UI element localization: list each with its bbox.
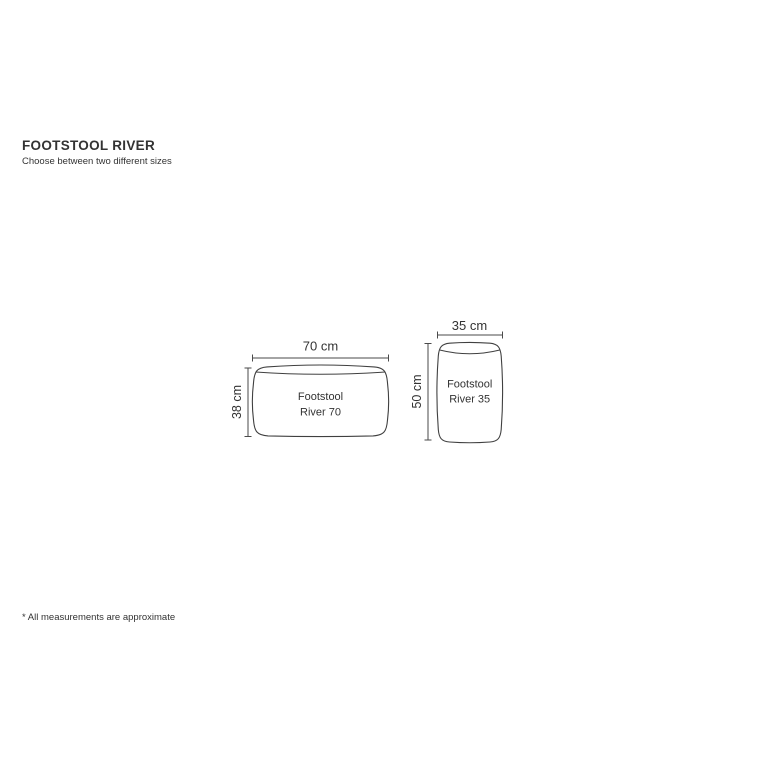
footstool-70-height-label: 38 cm — [230, 384, 244, 420]
footstool-35-top-seam — [440, 350, 500, 354]
footstool-35-height-label: 50 cm — [410, 374, 424, 409]
footstool-70-width-label: 70 cm — [302, 338, 339, 354]
page-title: FOOTSTOOL RIVER — [22, 138, 156, 153]
page-subtitle: Choose between two different sizes — [22, 156, 172, 167]
footstool-35-name-line2: River 35 — [449, 393, 491, 406]
footstool-70-name-line1: Footstool — [297, 391, 344, 403]
footstool-35-width-label: 35 cm — [451, 318, 488, 333]
footstool-70-name-line2: River 70 — [300, 406, 341, 419]
footstool-35-height-dimension-line — [425, 344, 432, 441]
footstool-70-top-seam — [256, 372, 386, 374]
footstool-70-width-dimension-line — [253, 355, 389, 362]
footstool-35-name-line1: Footstool — [447, 378, 493, 391]
footstool-70-diagram — [230, 339, 389, 437]
measurements-footnote: * All measurements are approximate — [22, 612, 176, 623]
footstool-70-height-dimension-line — [245, 368, 252, 437]
footstool-35-diagram — [410, 318, 503, 443]
